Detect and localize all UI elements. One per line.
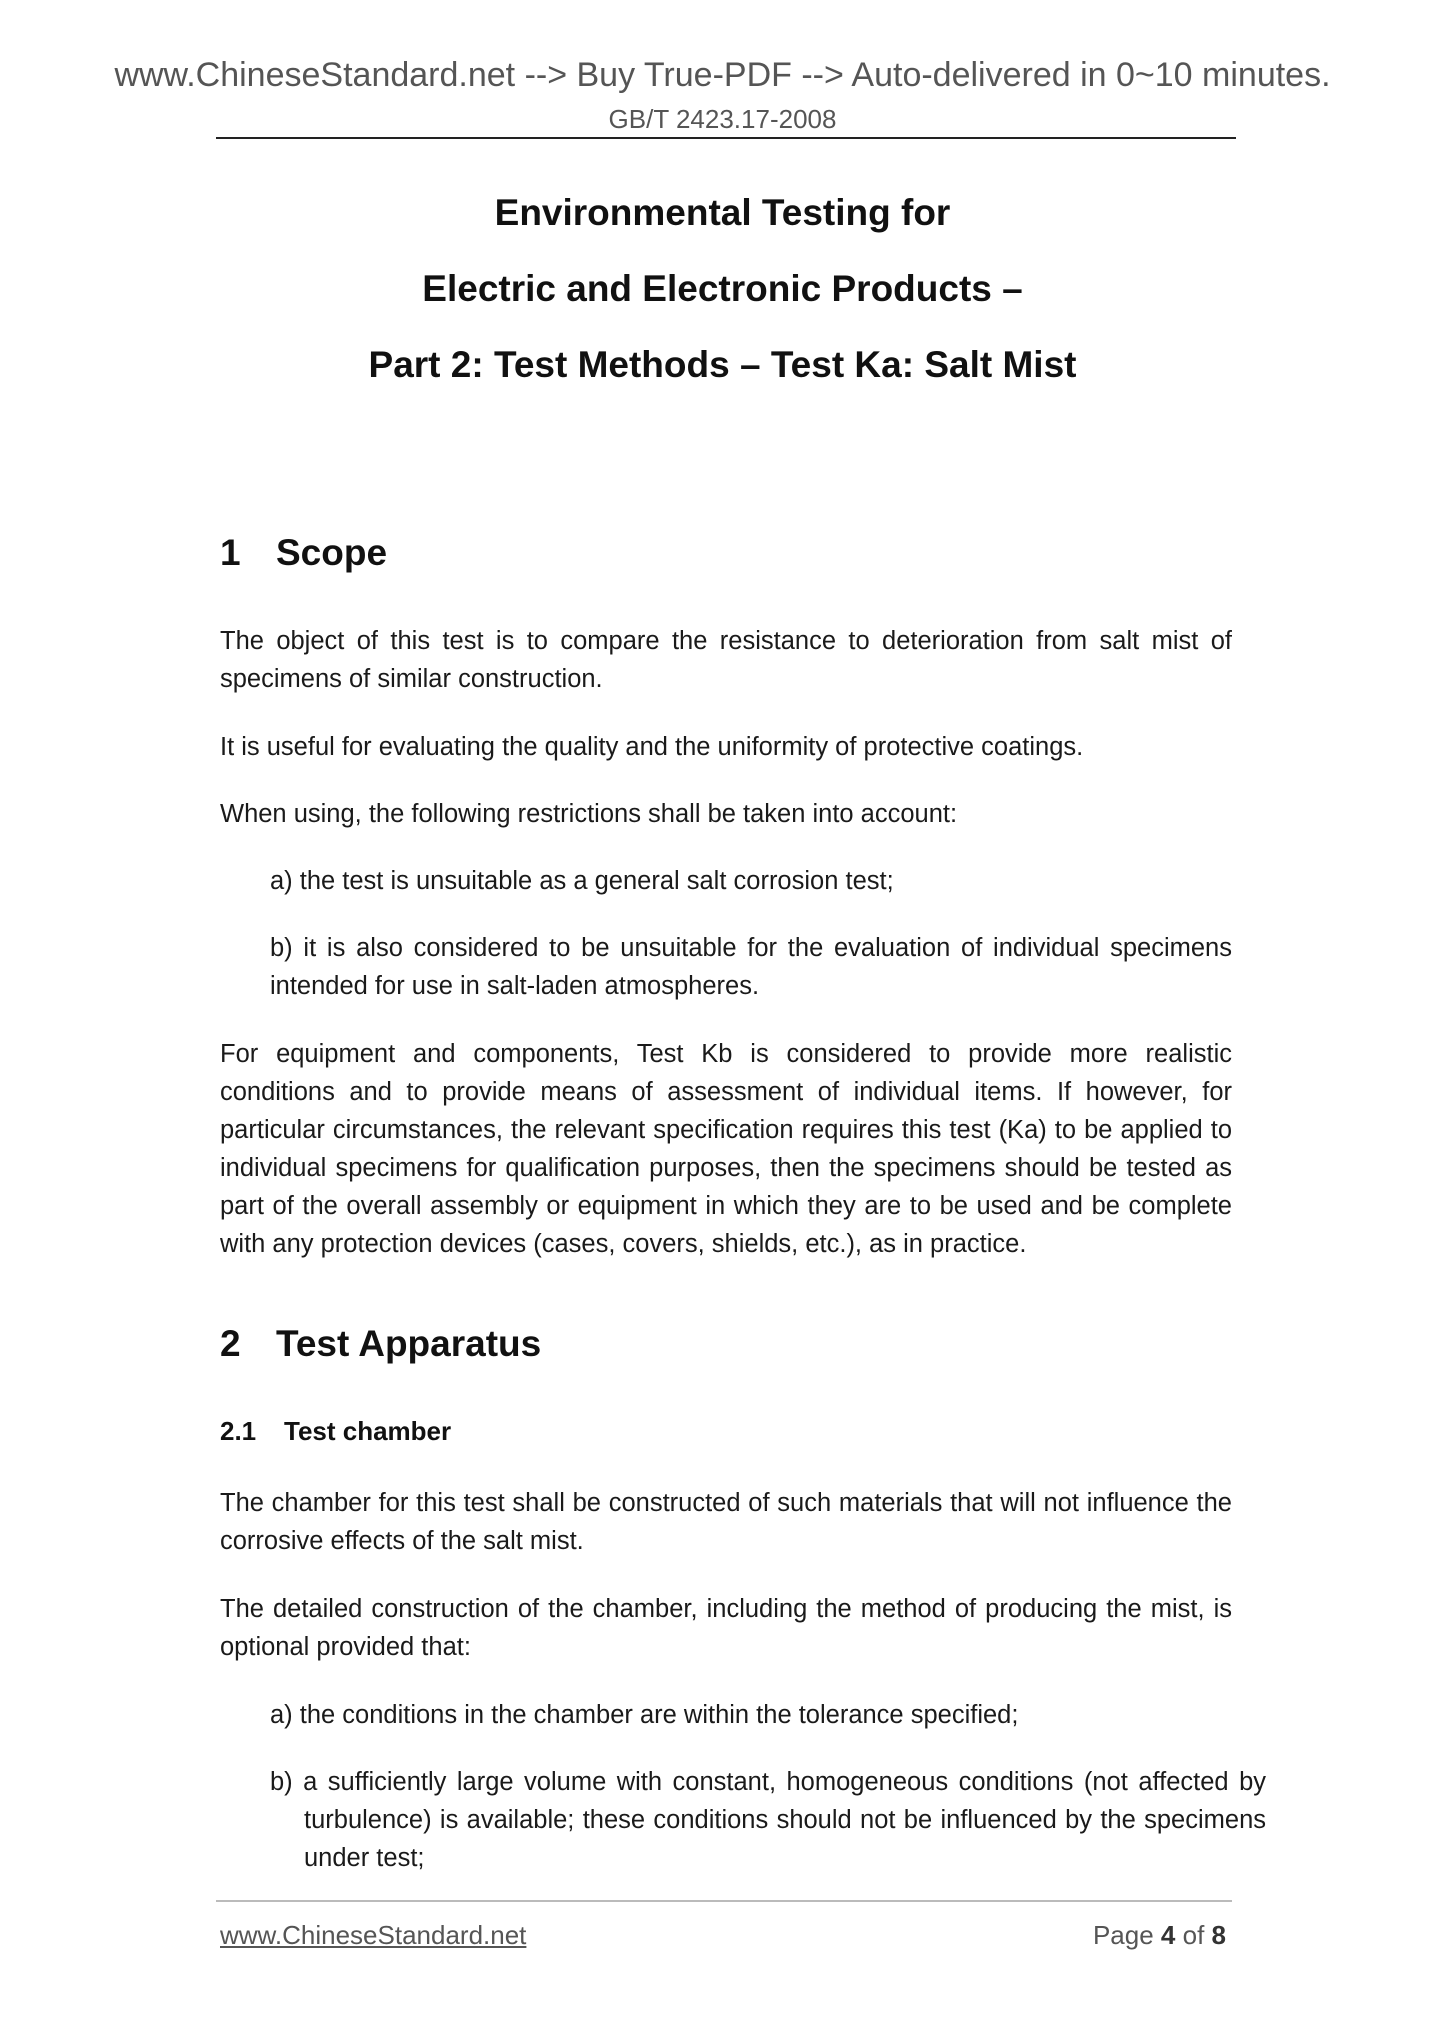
page-label: Page [1092,1920,1154,1950]
section-2-paragraph-2: The detailed construction of the chamber, including the method of producing the mist, is optional provided that: [220,1595,1232,1661]
section-1-paragraph-1: The object of this test is to compare the resistance to deterioration from salt mist of specimens of similar construction. [220,627,1232,693]
subsection-2-1-number: 2.1 [220,1416,257,1446]
page-indicator [1093,1920,1226,1951]
page-total: 8 [1211,1920,1226,1950]
footer-site-link[interactable]: www.ChineseStandard.net [220,1920,527,1950]
section-1-number: 1 [220,532,241,573]
section-1-title: Scope [276,532,388,573]
doc-title-line-3: Part 2: Test Methods – Test Ka: Salt Mist [368,344,1077,385]
section-1-paragraph-4: For equipment and components, Test Kb is considered to provide more realistic conditions and to provide means of assessment of individual items. If however, for particular circumstances, the relevant specification requires this test (Ka) to be applied to individual specimens for qualification purposes, then the specimens should be tested as part of the overall assembly or equipment in which they are to be used and be complete with any protection devices (cases, covers, shields, etc.), as in practice. [220,1040,1232,1258]
section-1-list-item-a: a) the test is unsuitable as a general salt corrosion test; [270,867,894,895]
standard-code: GB/T 2423.17-2008 [608,104,837,134]
section-1-paragraph-2: It is useful for evaluating the quality and the uniformity of protective coatings. [220,733,1084,761]
page-of-label: of [1182,1920,1205,1950]
doc-title-line-1: Environmental Testing for [494,192,951,233]
header-divider [216,137,1236,139]
subsection-2-1-title: Test chamber [284,1416,452,1446]
section-2-list-item-a: a) the conditions in the chamber are within the tolerance specified; [270,1701,1019,1729]
subsection-2-1-heading [220,1416,451,1447]
section-2-number: 2 [220,1323,241,1364]
section-2-title: Test Apparatus [276,1323,542,1364]
section-1-list-item-b: b) it is also considered to be unsuitable for the evaluation of individual specimens intended for use in salt-laden atmospheres. [270,934,1232,1000]
page-current: 4 [1160,1920,1176,1950]
header-banner[interactable]: www.ChineseStandard.net --> Buy True-PDF --> Auto-delivered in 0~10 minutes. [114,56,1331,94]
doc-title-line-2: Electric and Electronic Products – [422,268,1023,309]
section-2-heading [220,1323,541,1365]
section-2-list-item-b: b) a sufficiently large volume with constant, homogeneous conditions (not affected by turbulence) is available; these conditions should not be influenced by the specimens under test; [270,1768,1266,1872]
footer-divider [216,1900,1232,1902]
section-1-paragraph-3: When using, the following restrictions shall be taken into account: [220,800,958,828]
section-1-heading [220,532,387,574]
section-2-paragraph-1: The chamber for this test shall be constructed of such materials that will not influence the corrosive effects of the salt mist. [220,1489,1232,1555]
